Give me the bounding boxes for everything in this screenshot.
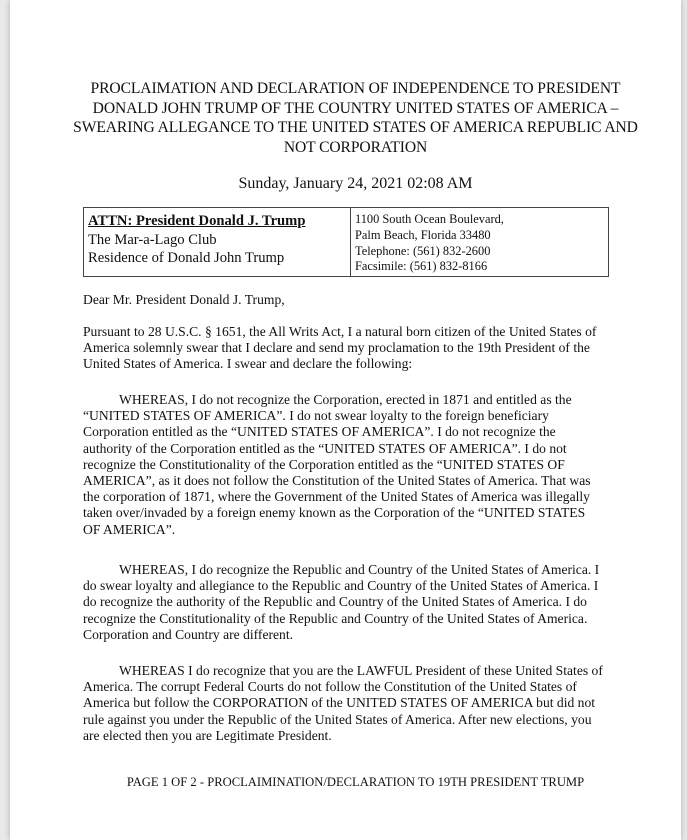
paragraph-whereas-republic: WHEREAS, I do recognize the Republic and Country of the United States of America. I do swear loyalty and allegiance to the Republic and Country of the United States of America. I do recognize the authority of the Republic and Country of the United States of America. I do recognize the Constitutionality of the Republic and Country of the United States of America. Corporation and Country are different. (83, 562, 600, 642)
page-footer: PAGE 1 OF 2 - PROCLAIMINATION/DECLARATION TO 19TH PRESIDENT TRUMP (126, 775, 585, 789)
attn-heading: ATTN: President Donald J. Trump (88, 213, 306, 229)
attn-line-residence: Residence of Donald John Trump (88, 250, 285, 266)
document-title: PROCLAIMATION AND DECLARATION OF INDEPENDENCE TO PRESIDENT DONALD JOHN TRUMP OF THE COUNTRY UNITED STATES OF AMERICA – SWEARING ALLEGANCE TO THE UNITED STATES OF AMERICA REPUBLIC AND NOT CORPORATION (73, 80, 638, 156)
document-date: Sunday, January 24, 2021 02:08 AM (238, 175, 473, 192)
paragraph-whereas-lawful-president: WHEREAS I do recognize that you are the LAWFUL President of these United States of America. The corrupt Federal Courts do not follow the Constitution of the United States of America but follow the CORPORATION of the UNITED STATES OF AMERICA but did not rule against you under the Republic of the United States of America. After new elections, you are elected then you are Legitimate President. (83, 663, 603, 743)
attn-line-club: The Mar-a-Lago Club (88, 231, 217, 248)
address-facsimile: Facsimile: (561) 832-8166 (355, 259, 488, 274)
attn-address-cell (351, 208, 608, 276)
attn-table (83, 207, 609, 277)
document-page (10, 0, 681, 840)
address-telephone: Telephone: (561) 832-2600 (355, 243, 491, 258)
salutation: Dear Mr. President Donald J. Trump, (83, 292, 285, 307)
address-street: 1100 South Ocean Boulevard, (355, 212, 504, 226)
paragraph-pursuant: Pursuant to 28 U.S.C. § 1651, the All Writs Act, I a natural born citizen of the United States of America solemnly swear that I declare and send my proclamation to the 19th President of the United States of America. I swear and declare the following: (83, 324, 597, 372)
address-city: Palm Beach, Florida 33480 (355, 227, 491, 242)
attn-recipient-cell (84, 208, 351, 276)
paragraph-whereas-corporation: WHEREAS, I do not recognize the Corporation, erected in 1871 and entitled as the “UNITED STATES OF AMERICA”. I do not swear loyalty to the foreign beneficiary Corporation entitled as the “UNITED STATES OF AMERICA”. I do not recognize the authority of the Corporation entitled as the “UNITED STATES OF AMERICA”. I do not recognize the Constitutionality of the Corporation entitled as the “UNITED STATES OF AMERICA”, as it does not follow the Constitution of the United States of America. That was the corporation of 1871, where the Government of the United States of America was illegally taken over/invaded by a foreign enemy known as the Corporation of the “UNITED STATES OF AMERICA”. (83, 392, 591, 537)
